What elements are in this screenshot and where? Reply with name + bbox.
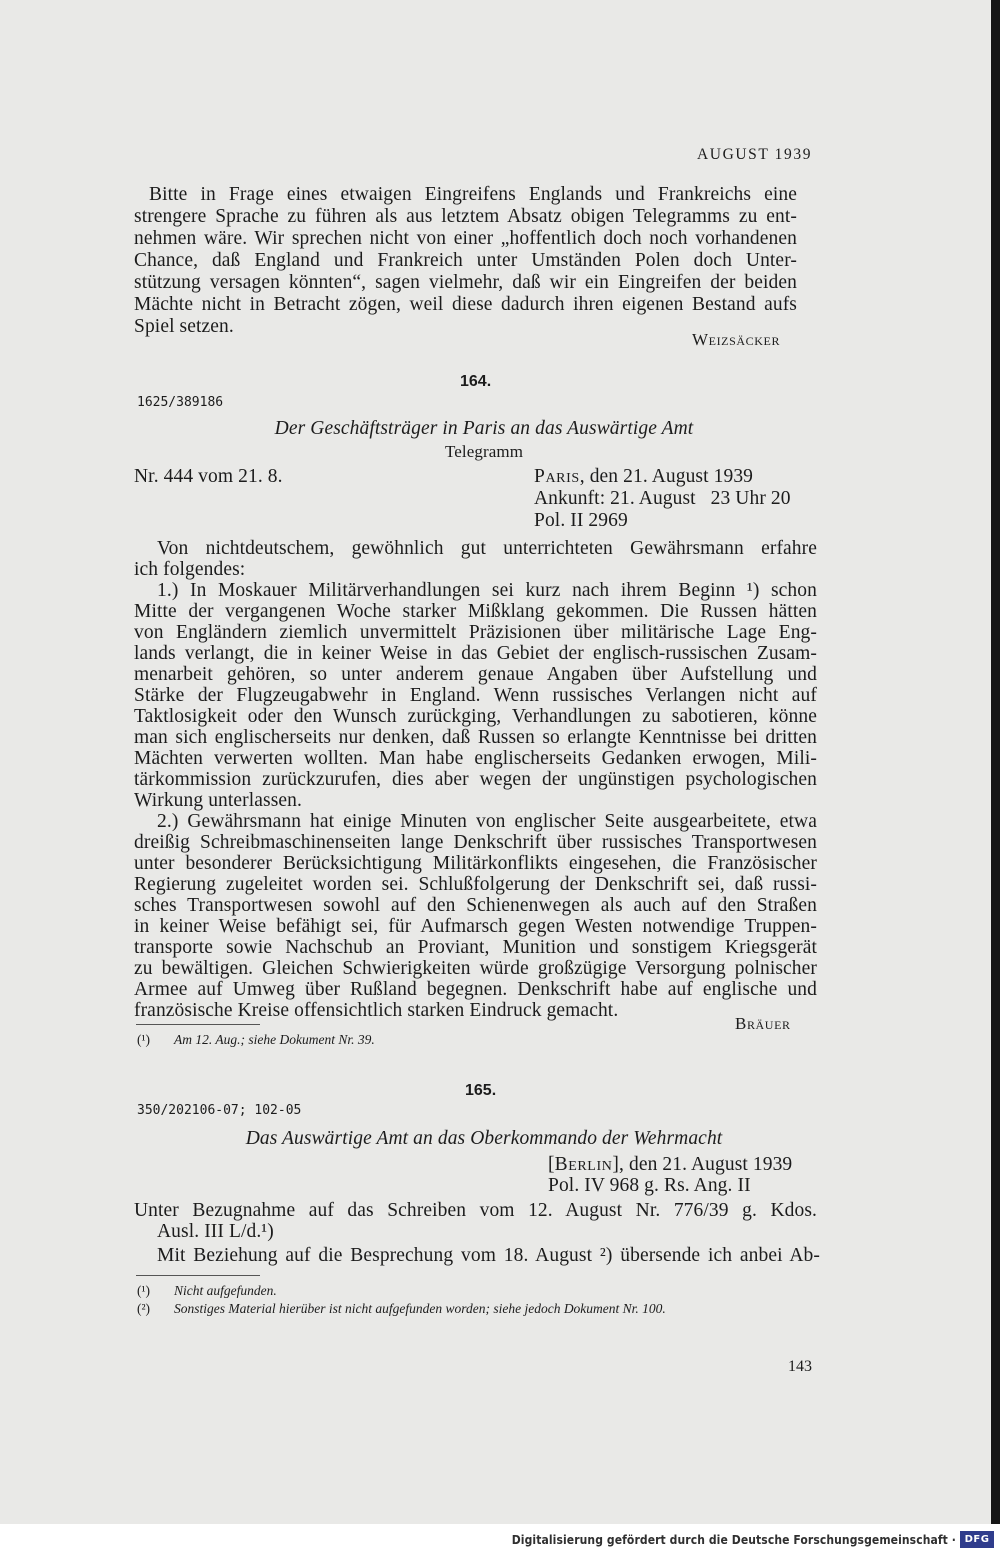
text-line: tärkommission zurückzurufen, dies aber wegen der ungünstigen psychologischen — [134, 769, 817, 790]
text-line: französische Kreise offensichtlich starken Eindruck gemacht. — [134, 1000, 619, 1021]
footnote-marker: (¹) — [137, 1032, 151, 1047]
pol-reference: Pol. IV 968 g. Rs. Ang. II — [548, 1175, 751, 1196]
footnote-text: Am 12. Aug.; siehe Dokument Nr. 39. — [174, 1032, 375, 1047]
text-line: nehmen wäre. Wir sprechen nicht von einer „hoffentlich doch noch vorhandenen — [134, 228, 797, 249]
text-line: transporte sowie Nachschub an Proviant, Munition und sonstigem Kriegsgerät — [134, 937, 817, 958]
place-date — [534, 466, 753, 488]
text-line: Mächten verwerten wollten. Man habe englischerseits Gedanken erwogen, Mili- — [134, 748, 817, 769]
footnote-rule — [136, 1275, 260, 1276]
footnote-text: Sonstiges Material hierüber ist nicht aufgefunden worden; siehe jedoch Dokument Nr. 100. — [174, 1301, 666, 1316]
text-line: von Engländern ziemlich unvermittelt Präzisionen über militärische Lage Eng- — [134, 622, 817, 643]
text-line: sches Transportwesen sowohl auf den Schienenwegen als auch auf den Straßen — [134, 895, 817, 916]
text-line: stützung versagen könnten“, sagen vielmehr, daß wir ein Eingreifen der beiden — [134, 272, 797, 293]
footnote-marker: (¹) — [137, 1283, 151, 1298]
signature: Weizsäcker — [692, 330, 781, 349]
text-line: dreißig Schreibmaschinenseiten lange Denkschrift über russisches Transportwesen — [134, 832, 817, 853]
bracket-open: [ — [548, 1154, 555, 1175]
footnote-marker: (²) — [137, 1301, 151, 1316]
arrival-time: Ankunft: 21. August 23 Uhr 20 — [534, 488, 791, 509]
text-line: Regierung zugeleitet worden sei. Schlußfolgerung der Denkschrift sei, daß russi- — [134, 874, 817, 895]
text-line: Mitte der vergangenen Woche starker Mißklang gekommen. Die Russen hätten — [134, 601, 817, 622]
text-line: lands verlangt, die in keiner Weise in das Gebiet der englisch-russischen Zusam- — [134, 643, 817, 664]
text-line: Chance, daß England und Frankreich unter Umständen Polen doch Unter- — [134, 250, 797, 271]
running-head: AUGUST 1939 — [697, 146, 813, 163]
document-title: Das Auswärtige Amt an das Oberkommando der Wehrmacht — [245, 1128, 723, 1149]
text-line: Unter Bezugnahme auf das Schreiben vom 12. August Nr. 776/39 g. Kdos. — [134, 1200, 817, 1221]
page-number: 143 — [788, 1358, 812, 1375]
footnote-rule — [136, 1024, 260, 1025]
text-line: Wirkung unterlassen. — [134, 790, 303, 811]
place-date — [548, 1154, 792, 1176]
film-reference: 350/202106-07; 102-05 — [137, 1103, 302, 1118]
document-title: Der Geschäftsträger in Paris an das Auswärtige Amt — [274, 418, 694, 439]
text-line: Stärke der Flugzeugabwehr in England. Wenn russisches Verlangen nicht auf — [134, 685, 817, 706]
film-reference: 1625/389186 — [137, 395, 224, 410]
pol-reference: Pol. II 2969 — [534, 510, 628, 531]
footer-credit: Digitalisierung gefördert durch die Deutsche Forschungsgemeinschaft · — [511, 1533, 956, 1547]
text-line: man sich englischerseits nur denken, daß Russen so erlangte Kenntnisse bei dritten — [134, 727, 817, 748]
signature: Bräuer — [735, 1014, 791, 1033]
place-name: Paris — [534, 466, 580, 487]
text-line: unter besonderer Berücksichtigung Militärkonflikts eingesehen, die Französischer — [134, 853, 817, 874]
text-line: menarbeit gehören, so unter anderem genaue Angaben über Aufstellung und — [134, 664, 817, 685]
text-line: in keiner Weise befähigt sei, für Aufmarsch gegen Westen notwendige Truppen- — [134, 916, 817, 937]
date-text: ], den 21. August 1939 — [612, 1154, 793, 1175]
text-line: 1.) In Moskauer Militärverhandlungen sei kurz nach ihrem Beginn ¹) schon — [157, 580, 817, 601]
text-line: Bitte in Frage eines etwaigen Eingreifens Englands und Frankreichs eine — [149, 184, 797, 205]
text-line: Taktlosigkeit oder den Wunsch zurückging, Verhandlungen zu sabotieren, könne — [134, 706, 817, 727]
text-line: zu bewältigen. Gleichen Schwierigkeiten würde großzügige Versorgung polnischer — [134, 958, 817, 979]
text-line: Von nichtdeutschem, gewöhnlich gut unterrichteten Gewährsmann erfahre — [157, 538, 817, 559]
dfg-logo-icon[interactable]: DFG — [960, 1531, 994, 1548]
telegram-number: Nr. 444 vom 21. 8. — [134, 466, 283, 487]
text-line: Mächte nicht in Betracht zögen, weil diese dadurch ihren eigenen Bestand aufs — [134, 294, 797, 315]
document-number: 165. — [465, 1082, 497, 1099]
date-text: , den 21. August 1939 — [579, 466, 754, 487]
text-line: 2.) Gewährsmann hat einige Minuten von englischer Seite ausgearbeitete, etwa — [157, 811, 817, 832]
text-line: ich folgendes: — [134, 559, 246, 580]
document-number: 164. — [460, 373, 492, 390]
place-name: Berlin — [554, 1154, 613, 1175]
text-line: Mit Beziehung auf die Besprechung vom 18. August ²) übersende ich anbei Ab- — [157, 1245, 820, 1266]
text-line: Armee auf Umweg über Rußland begegnen. Denkschrift habe auf englische und — [134, 979, 817, 1000]
text-line: Ausl. III L/d.¹) — [157, 1221, 274, 1242]
text-line: Spiel setzen. — [134, 316, 234, 337]
footnote-text: Nicht aufgefunden. — [174, 1283, 277, 1298]
text-line: strengere Sprache zu führen als aus letztem Absatz obigen Telegramms zu ent- — [134, 206, 797, 227]
document-type: Telegramm — [444, 442, 524, 461]
